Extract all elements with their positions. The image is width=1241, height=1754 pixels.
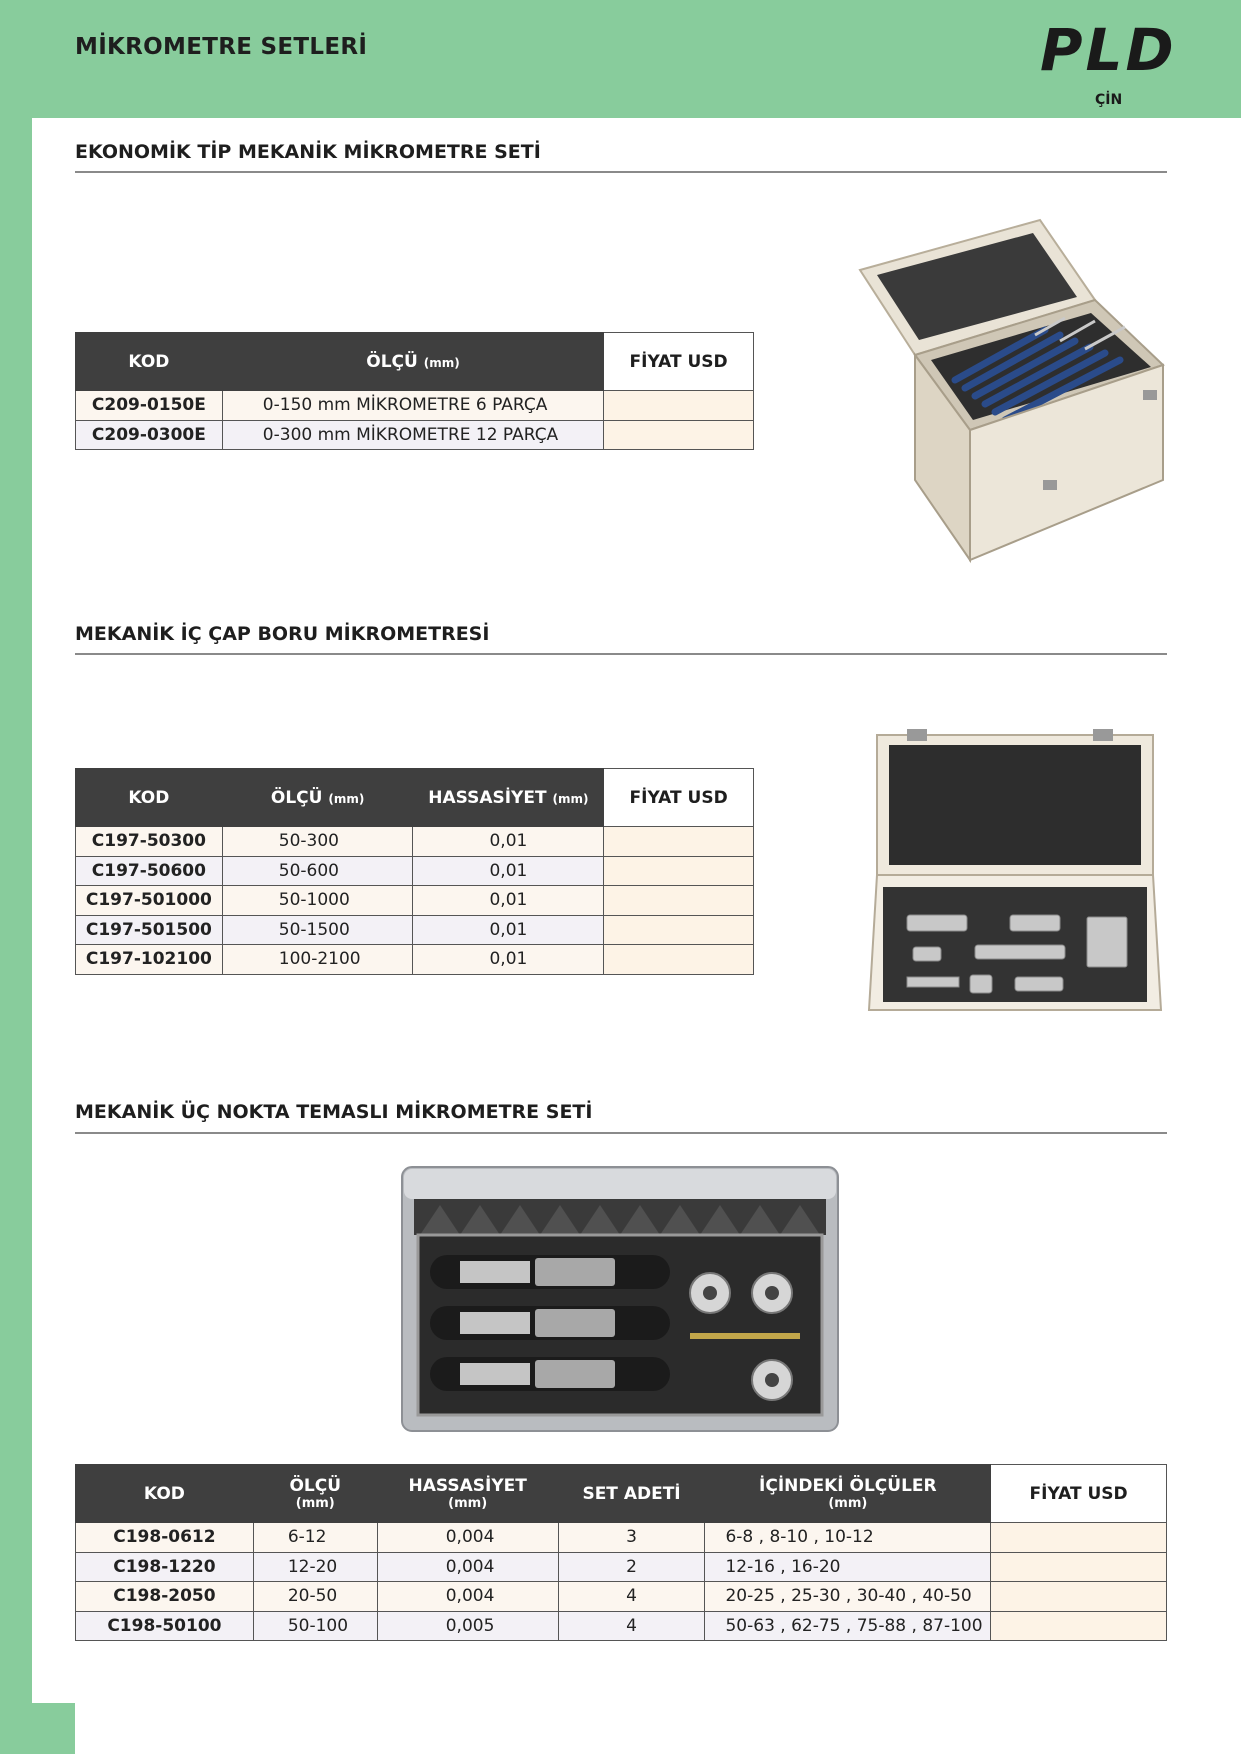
economic-set-table: [75, 332, 754, 450]
col-icindeki-olculer: İÇİNDEKİ ÖLÇÜLER (mm): [705, 1465, 991, 1523]
footer-band-tab: [0, 1703, 75, 1754]
cell-set-adeti: 2: [558, 1552, 705, 1582]
inside-micrometer-table: [75, 768, 754, 975]
cell-olcu: 0-150 mm MİKROMETRE 6 PARÇA: [222, 391, 603, 421]
table-row: [76, 1611, 1167, 1641]
col-kod: KOD: [76, 769, 223, 827]
cell-hassasiyet: 0,01: [413, 886, 604, 916]
col-kod: KOD: [76, 1465, 254, 1523]
section-divider: [75, 653, 1167, 655]
cell-hassasiyet: 0,004: [377, 1523, 558, 1553]
col-fiyat: FİYAT USD: [604, 333, 754, 391]
cell-hassasiyet: 0,01: [413, 856, 604, 886]
table-row: [76, 915, 754, 945]
cell-fiyat: [991, 1523, 1167, 1553]
cell-kod: C198-0612: [76, 1523, 254, 1553]
cell-set-adeti: 4: [558, 1611, 705, 1641]
cell-icindeki-olculer: 6-8 , 8-10 , 10-12: [705, 1523, 991, 1553]
cell-olcu: 12-20: [253, 1552, 377, 1582]
table-row: [76, 1523, 1167, 1553]
cell-fiyat: [604, 945, 754, 975]
table-header-row: [76, 769, 754, 827]
cell-olcu: 50-300: [222, 827, 413, 857]
page-title: MİKROMETRE SETLERİ: [75, 34, 368, 60]
table-row: [76, 827, 754, 857]
cell-fiyat: [991, 1582, 1167, 1612]
three-point-micrometer-table: [75, 1464, 1167, 1641]
cell-hassasiyet: 0,01: [413, 827, 604, 857]
col-olcu: ÖLÇÜ (mm): [222, 333, 603, 391]
section-title-economic-set: EKONOMİK TİP MEKANİK MİKROMETRE SETİ: [75, 141, 541, 163]
cell-kod: C197-102100: [76, 945, 223, 975]
cell-fiyat: [604, 886, 754, 916]
cell-kod: C198-50100: [76, 1611, 254, 1641]
cell-olcu: 20-50: [253, 1582, 377, 1612]
col-hassasiyet: HASSASİYET (mm): [413, 769, 604, 827]
table-row: [76, 1582, 1167, 1612]
cell-kod: C209-0300E: [76, 420, 223, 450]
cell-kod: C209-0150E: [76, 391, 223, 421]
cell-olcu: 50-1000: [222, 886, 413, 916]
col-fiyat: FİYAT USD: [604, 769, 754, 827]
cell-hassasiyet: 0,01: [413, 945, 604, 975]
three-point-micrometer-case-image: [400, 1165, 840, 1433]
cell-fiyat: [604, 391, 754, 421]
cell-fiyat: [604, 827, 754, 857]
cell-olcu: 100-2100: [222, 945, 413, 975]
cell-kod: C197-501000: [76, 886, 223, 916]
cell-set-adeti: 4: [558, 1582, 705, 1612]
col-fiyat: FİYAT USD: [991, 1465, 1167, 1523]
brand-country: ÇİN: [1095, 92, 1123, 108]
cell-hassasiyet: 0,004: [377, 1582, 558, 1612]
table-row: [76, 391, 754, 421]
cell-olcu: 50-1500: [222, 915, 413, 945]
cell-fiyat: [604, 915, 754, 945]
cell-fiyat: [604, 420, 754, 450]
cell-kod: C197-50600: [76, 856, 223, 886]
section-title-three-point-set: MEKANİK ÜÇ NOKTA TEMASLI MİKROMETRE SETİ: [75, 1101, 593, 1123]
table-header-row: [76, 333, 754, 391]
cell-set-adeti: 3: [558, 1523, 705, 1553]
cell-fiyat: [604, 856, 754, 886]
cell-olcu: 6-12: [253, 1523, 377, 1553]
table-row: [76, 945, 754, 975]
left-margin-band: [0, 0, 32, 1754]
table-row: [76, 420, 754, 450]
cell-olcu: 0-300 mm MİKROMETRE 12 PARÇA: [222, 420, 603, 450]
col-set-adeti: SET ADETİ: [558, 1465, 705, 1523]
col-olcu: ÖLÇÜ (mm): [253, 1465, 377, 1523]
cell-olcu: 50-600: [222, 856, 413, 886]
cell-hassasiyet: 0,004: [377, 1552, 558, 1582]
section-divider: [75, 1132, 1167, 1134]
micrometer-set-case-image: [855, 215, 1170, 565]
col-kod: KOD: [76, 333, 223, 391]
brand-logo-text: PLD: [1040, 16, 1177, 84]
inside-micrometer-case-image: [865, 725, 1165, 1020]
col-hassasiyet: HASSASİYET (mm): [377, 1465, 558, 1523]
table-row: [76, 1552, 1167, 1582]
cell-kod: C198-1220: [76, 1552, 254, 1582]
cell-kod: C198-2050: [76, 1582, 254, 1612]
cell-fiyat: [991, 1611, 1167, 1641]
section-divider: [75, 171, 1167, 173]
table-row: [76, 886, 754, 916]
section-title-inside-micrometer: MEKANİK İÇ ÇAP BORU MİKROMETRESİ: [75, 623, 490, 645]
cell-hassasiyet: 0,005: [377, 1611, 558, 1641]
col-olcu: ÖLÇÜ (mm): [222, 769, 413, 827]
cell-icindeki-olculer: 12-16 , 16-20: [705, 1552, 991, 1582]
table-row: [76, 856, 754, 886]
table-header-row: [76, 1465, 1167, 1523]
brand-logo: [1040, 16, 1180, 84]
cell-icindeki-olculer: 50-63 , 62-75 , 75-88 , 87-100: [705, 1611, 991, 1641]
cell-olcu: 50-100: [253, 1611, 377, 1641]
cell-hassasiyet: 0,01: [413, 915, 604, 945]
cell-icindeki-olculer: 20-25 , 25-30 , 30-40 , 40-50: [705, 1582, 991, 1612]
cell-fiyat: [991, 1552, 1167, 1582]
cell-kod: C197-501500: [76, 915, 223, 945]
cell-kod: C197-50300: [76, 827, 223, 857]
